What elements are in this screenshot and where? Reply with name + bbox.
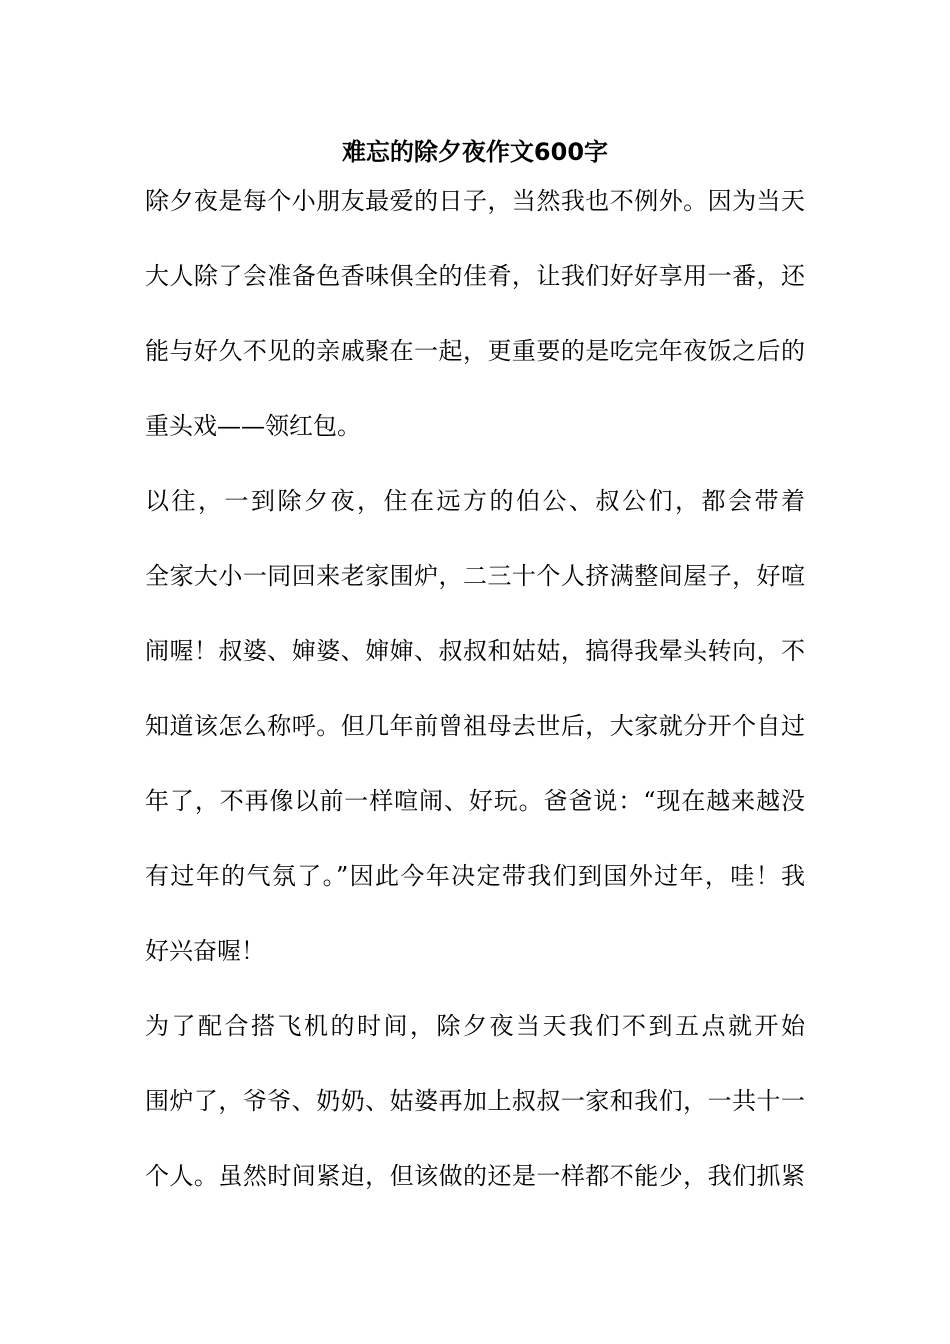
text-line-9: 年了，不再像以前一样喧闹、好玩。爸爸说：“现在越来越没	[145, 787, 805, 815]
document-title: 难忘的除夕夜作文600字	[341, 138, 609, 166]
text-line-14: 个人。虽然时间紧迫，但该做的还是一样都不能少，我们抓紧	[145, 1162, 805, 1190]
text-line-1: 除夕夜是每个小朋友最爱的日子，当然我也不例外。因为当天	[145, 187, 805, 215]
text-line-8: 知道该怎么称呼。但几年前曾祖母去世后，大家就分开个自过	[145, 712, 805, 740]
text-line-11: 好兴奋喔！	[145, 937, 265, 965]
text-line-6: 全家大小一同回来老家围炉，二三十个人挤满整间屋子，好喧	[145, 562, 805, 590]
text-line-2: 大人除了会准备色香味俱全的佳肴，让我们好好享用一番，还	[145, 262, 805, 290]
text-line-12: 为了配合搭飞机的时间，除夕夜当天我们不到五点就开始	[145, 1012, 805, 1040]
text-line-5: 以往，一到除夕夜，住在远方的伯公、叔公们，都会带着	[145, 487, 805, 515]
text-line-10: 有过年的气氛了。”因此今年决定带我们到国外过年，哇！我	[145, 862, 805, 890]
text-line-3: 能与好久不见的亲戚聚在一起，更重要的是吃完年夜饭之后的	[145, 337, 805, 365]
text-line-7: 闹喔！叔婆、婶婆、婶婶、叔叔和姑姑，搞得我晕头转向，不	[145, 637, 805, 665]
text-line-4: 重头戏——领红包。	[145, 412, 361, 440]
text-line-13: 围炉了，爷爷、奶奶、姑婆再加上叔叔一家和我们，一共十一	[145, 1087, 805, 1115]
